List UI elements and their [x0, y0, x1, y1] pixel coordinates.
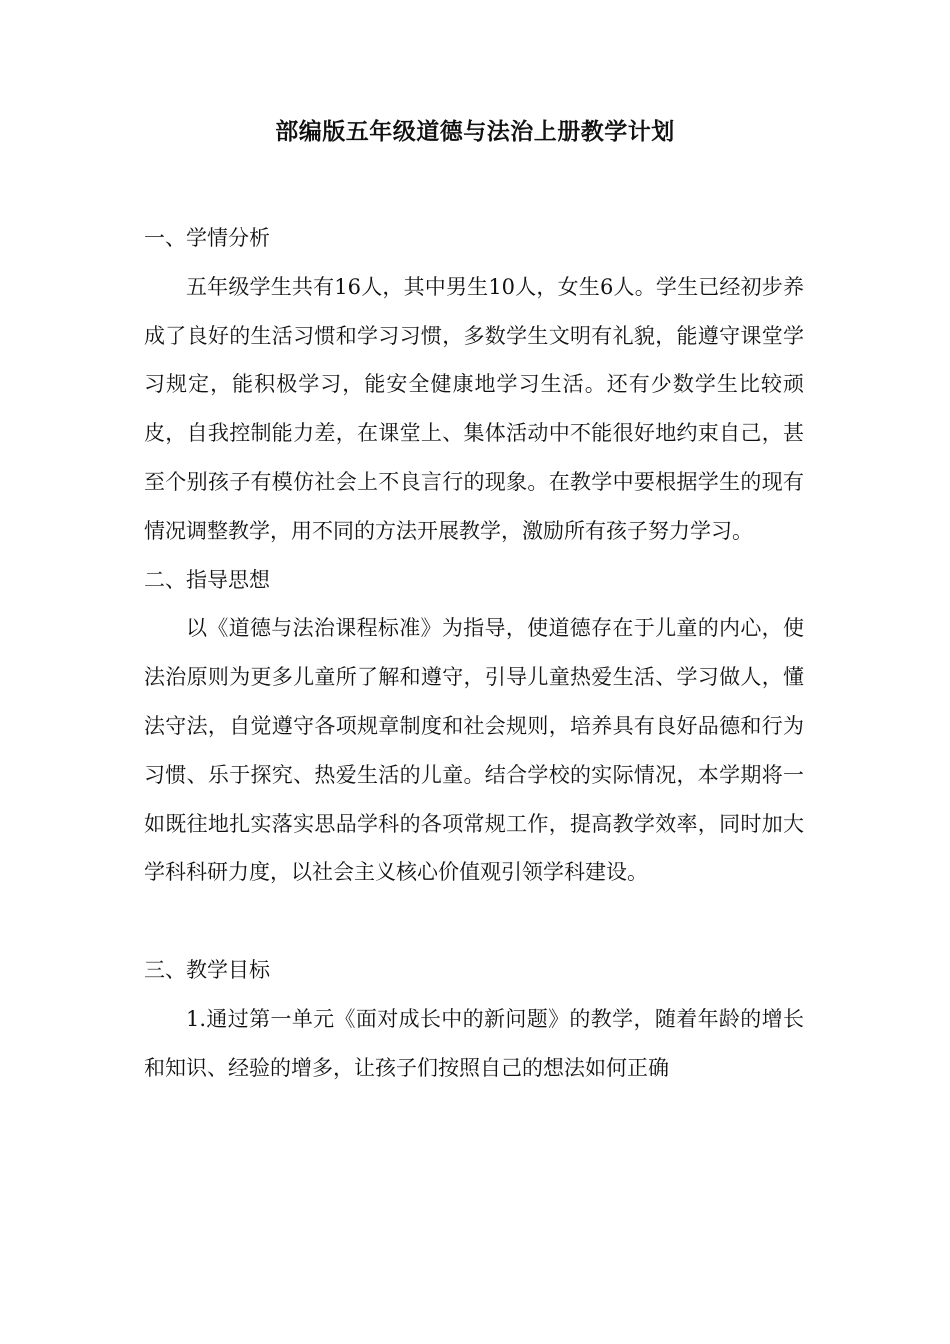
- section-paragraph-teaching-goals: 1.通过第一单元《面对成长中的新问题》的教学，随着年龄的增长和知识、经验的增多，让孩子们按照自己的想法如何正确: [144, 1006, 804, 1080]
- document-body: [144, 214, 804, 1092]
- section-paragraph-student-analysis: 五年级学生共有16人，其中男生10人，女生6人。学生已经初步养成了良好的生活习惯和学习习惯，多数学生文明有礼貌，能遵守课堂学习规定，能积极学习，能安全健康地学习生活。还有少数学生比较顽皮，自我控制能力差，在课堂上、集体活动中不能很好地约束自己，甚至个别孩子有模仿社会上不良言行的现象。在教学中要根据学生的现有情况调整教学，用不同的方法开展教学，激励所有孩子努力学习。: [144, 274, 804, 543]
- section-heading-teaching-goals: 三、教学目标: [144, 957, 270, 982]
- document-title: 部编版五年级道德与法治上册教学计划: [275, 119, 675, 145]
- section-paragraph-guiding-ideology: 以《道德与法治课程标准》为指导，使道德存在于儿童的内心，使法治原则为更多儿童所了解和遵守，引导儿童热爱生活、学习做人，懂法守法，自觉遵守各项规章制度和社会规则，培养具有良好品德和行为习惯、乐于探究、热爱生活的儿童。结合学校的实际情况，本学期将一如既往地扎实落实思品学科的各项常规工作，提高教学效率，同时加大学科科研力度，以社会主义核心价值观引领学科建设。: [144, 616, 804, 885]
- section-heading-guiding-ideology: 二、指导思想: [144, 567, 270, 592]
- section-heading-student-analysis: 一、学情分析: [144, 226, 270, 250]
- blank-line: [144, 897, 804, 946]
